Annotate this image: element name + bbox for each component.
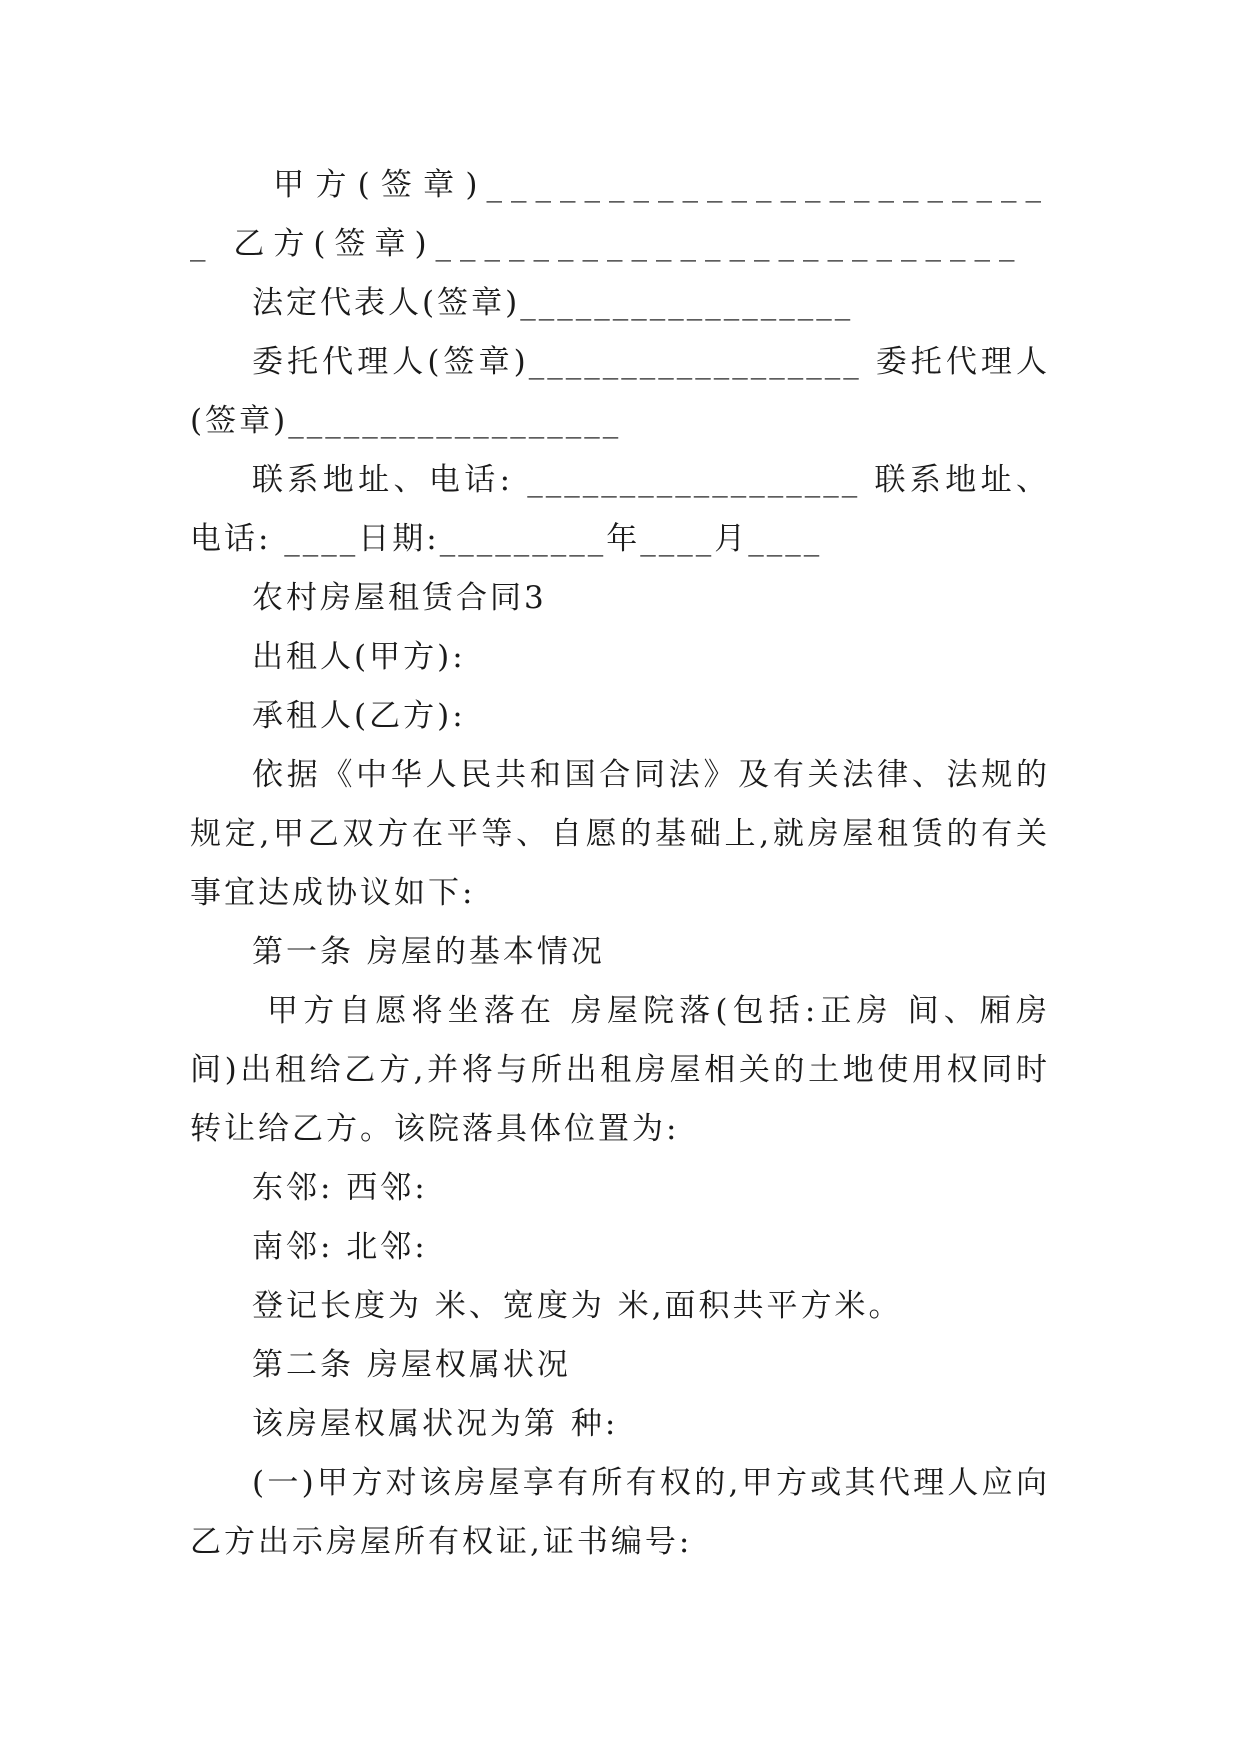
ownership-type-line: 该房屋权属状况为第 种:	[252, 1406, 619, 1442]
signature-line-agents: 委托代理人(签章)__________________ 委托代理人(签章)__________________	[190, 344, 1050, 439]
dimensions-line: 登记长度为 米、宽度为 米,面积共平方米。	[252, 1288, 903, 1324]
document-body	[190, 156, 1063, 1572]
article-2-heading: 第二条 房屋权属状况	[252, 1347, 571, 1383]
article-1-heading: 第一条 房屋的基本情况	[252, 934, 605, 970]
lessee-line: 承租人(乙方):	[252, 698, 466, 734]
signature-line-parties: 甲方(签章)________________________ 乙方(签章)________________________	[190, 167, 1050, 262]
signature-line-legal-representative: 法定代表人(签章)__________________	[252, 285, 854, 321]
neighbors-east-west: 东邻: 西邻:	[252, 1170, 428, 1206]
ownership-clause-1: (一)甲方对该房屋享有所有权的,甲方或其代理人应向乙方出示房屋所有权证,证书编号:	[190, 1465, 1050, 1560]
neighbors-south-north: 南邻: 北邻:	[252, 1229, 428, 1265]
preamble-paragraph: 依据《中华人民共和国合同法》及有关法律、法规的规定,甲乙双方在平等、自愿的基础上,就房屋租赁的有关事宜达成协议如下:	[190, 757, 1050, 911]
contact-address-date-line: 联系地址、电话: __________________ 联系地址、电话: ____日期:_________年____月____	[190, 462, 1050, 557]
contract-title: 农村房屋租赁合同3	[252, 580, 547, 616]
article-1-paragraph: 甲方自愿将坐落在 房屋院落(包括:正房 间、厢房 间)出租给乙方,并将与所出租房屋相关的土地使用权同时转让给乙方。该院落具体位置为:	[190, 993, 1063, 1147]
lessor-line: 出租人(甲方):	[252, 639, 466, 675]
